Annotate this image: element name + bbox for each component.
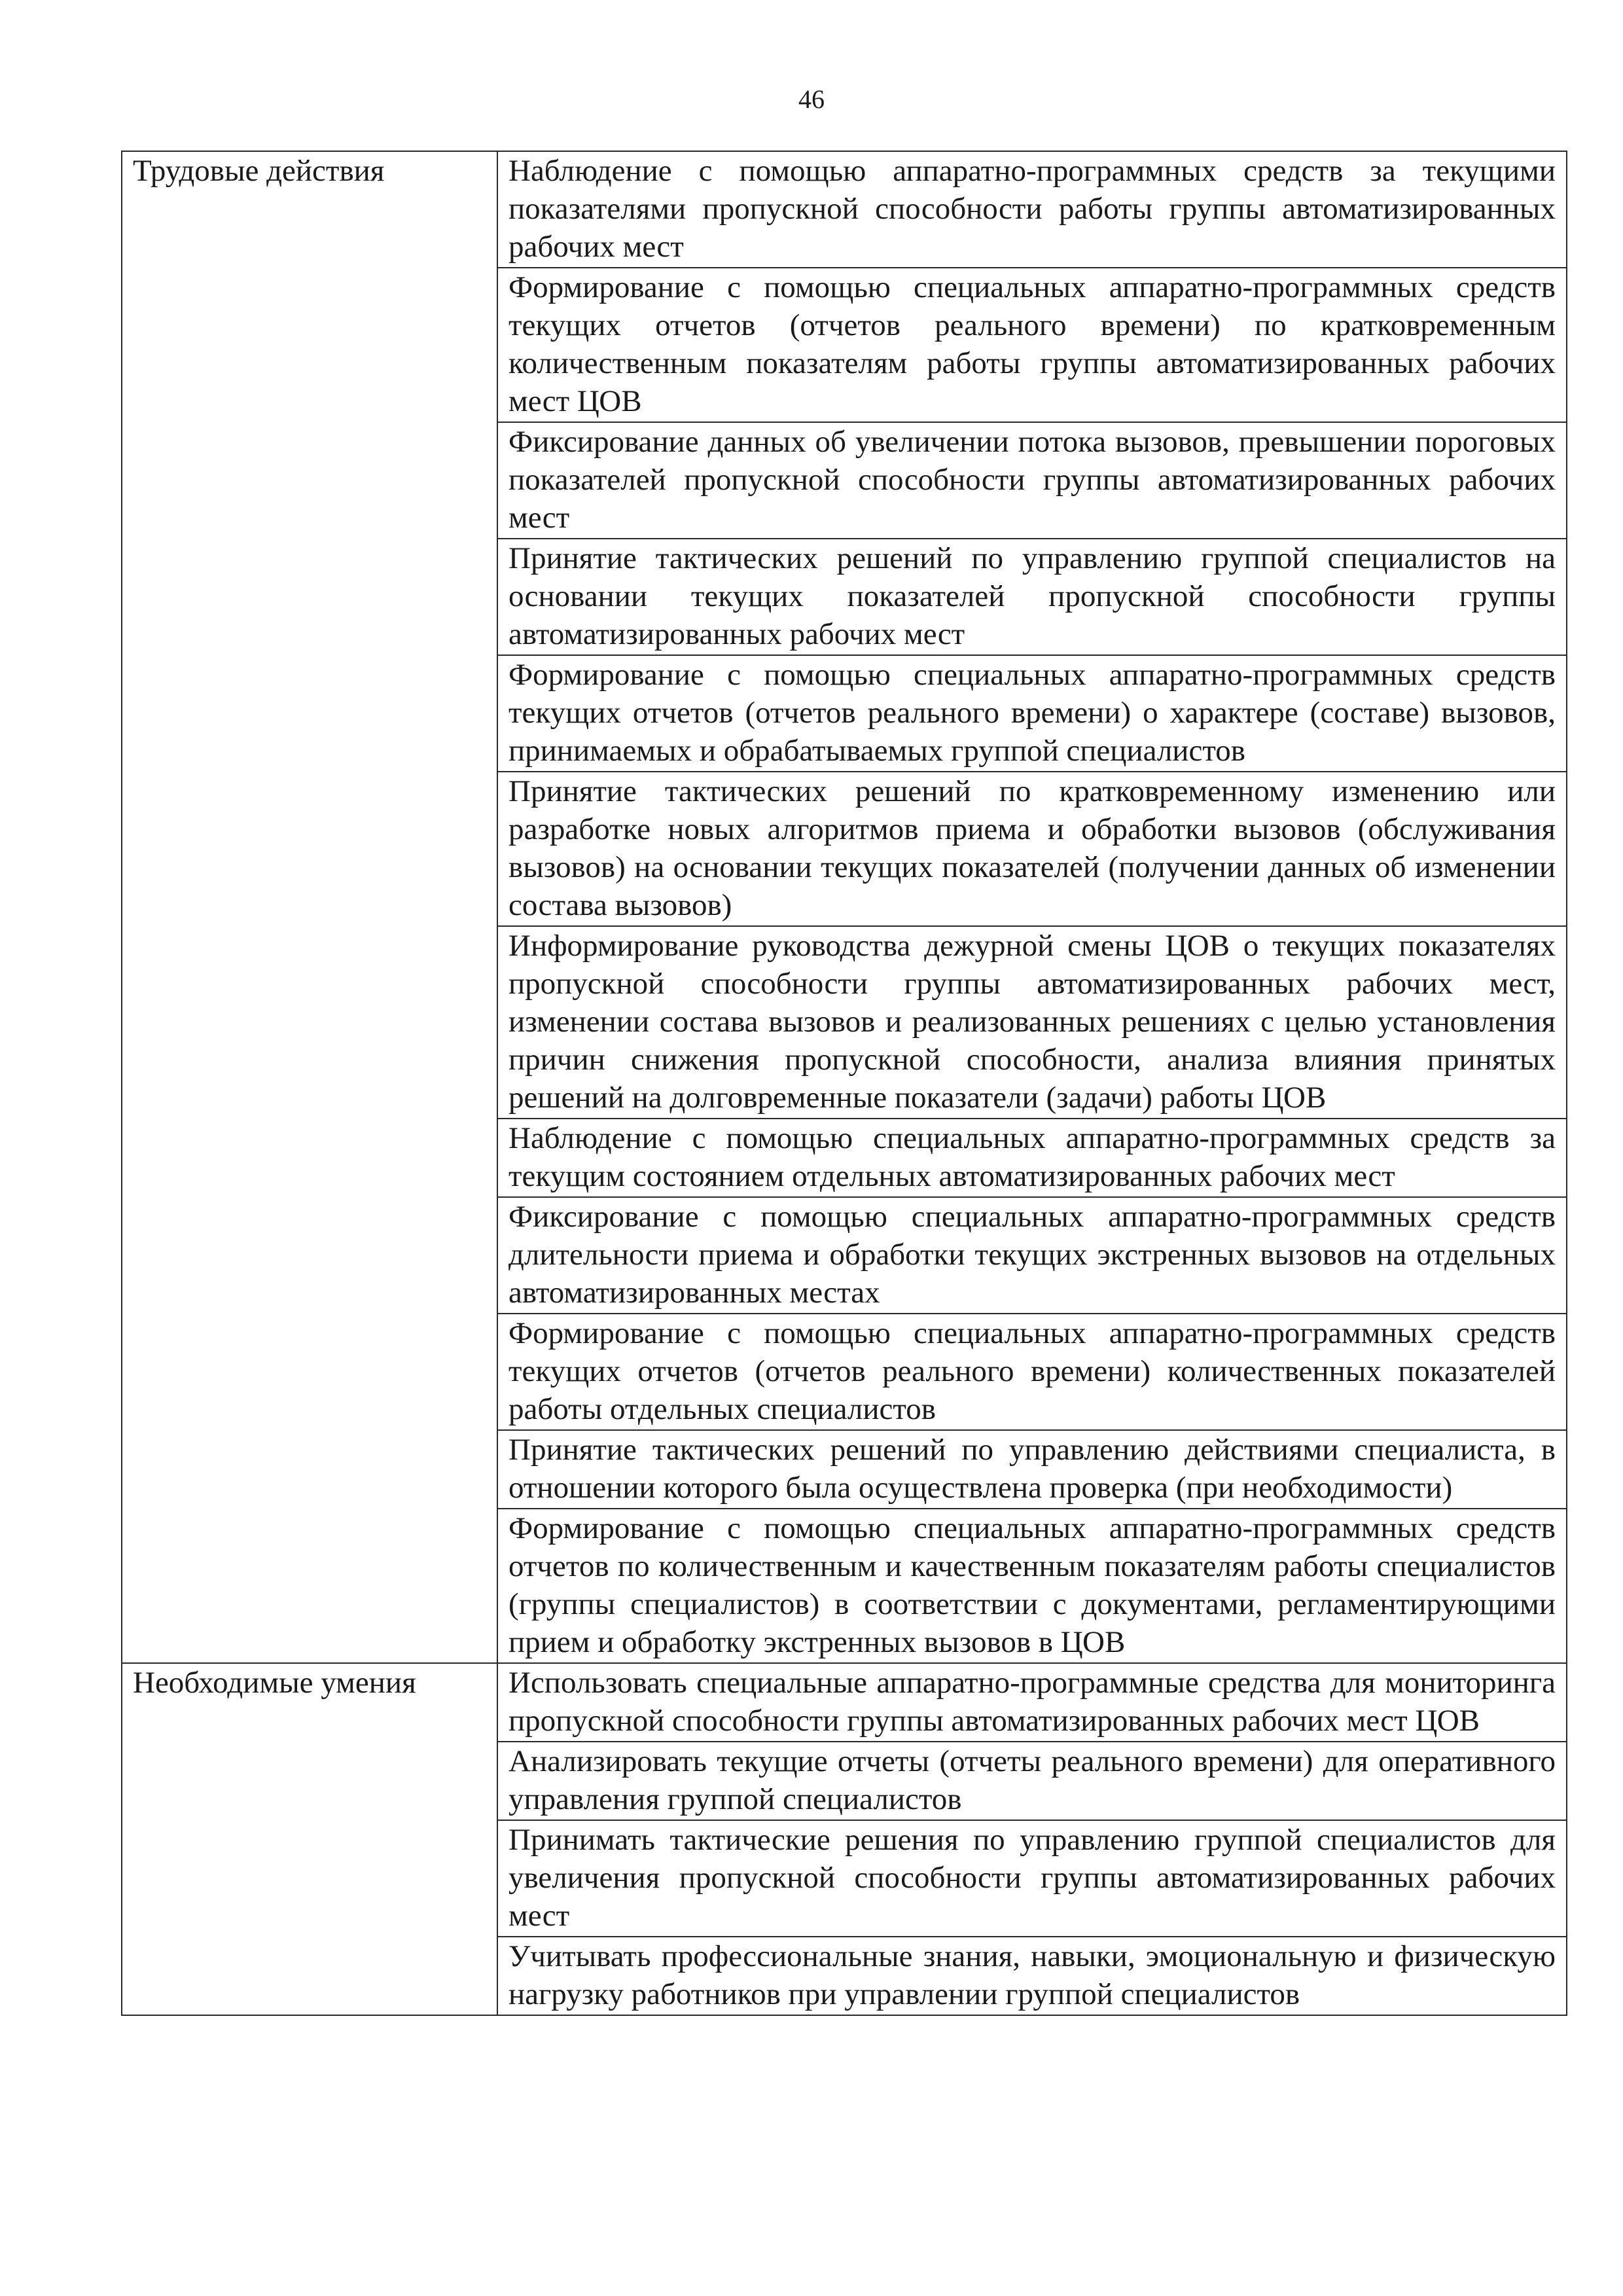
labor-action-item: Принятие тактических решений по управлению действиями специалиста, в отношении которого была осуществлена проверка (при необходимости) bbox=[497, 1430, 1567, 1509]
labor-action-item: Формирование с помощью специальных аппаратно-программных средств отчетов по количественным и качественным показателям работы специалистов (группы специалистов) в соответствии с документами, регламентирующими прием и обработку экстренных вызовов в ЦОВ bbox=[497, 1509, 1567, 1663]
page-number: 46 bbox=[798, 84, 825, 114]
labor-action-item: Информирование руководства дежурной смены ЦОВ о текущих показателях пропускной способности группы автоматизированных рабочих мест, изменении состава вызовов и реализованных решениях с целью установления причин снижения пропускной способности, анализа влияния принятых решений на долговременные показатели (задачи) работы ЦОВ bbox=[497, 926, 1567, 1119]
table-row bbox=[122, 151, 1567, 268]
labor-action-item: Фиксирование с помощью специальных аппаратно-программных средств длительности приема и обработки текущих экстренных вызовов на отдельных автоматизированных местах bbox=[497, 1197, 1567, 1314]
row-label-required-skills: Необходимые умения bbox=[122, 1663, 497, 2015]
labor-action-item: Фиксирование данных об увеличении потока вызовов, превышении пороговых показателей пропускной способности группы автоматизированных рабочих мест bbox=[497, 422, 1567, 539]
required-skill-item: Использовать специальные аппаратно-программные средства для мониторинга пропускной способности группы автоматизированных рабочих мест ЦОВ bbox=[497, 1663, 1567, 1742]
row-label-labor-actions: Трудовые действия bbox=[122, 151, 497, 1663]
labor-action-item: Принятие тактических решений по управлению группой специалистов на основании текущих показателей пропускной способности группы автоматизированных рабочих мест bbox=[497, 539, 1567, 655]
labor-action-item: Наблюдение с помощью аппаратно-программных средств за текущими показателями пропускной способности работы группы автоматизированных рабочих мест bbox=[497, 151, 1567, 268]
required-skill-item: Учитывать профессиональные знания, навыки, эмоциональную и физическую нагрузку работников при управлении группой специалистов bbox=[497, 1937, 1567, 2015]
required-skill-item: Анализировать текущие отчеты (отчеты реального времени) для оперативного управления группой специалистов bbox=[497, 1742, 1567, 1820]
labor-action-item: Наблюдение с помощью специальных аппаратно-программных средств за текущим состоянием отдельных автоматизированных рабочих мест bbox=[497, 1119, 1567, 1197]
labor-action-item: Формирование с помощью специальных аппаратно-программных средств текущих отчетов (отчетов реального времени) количественных показателей работы отдельных специалистов bbox=[497, 1314, 1567, 1430]
labor-action-item: Принятие тактических решений по кратковременному изменению или разработке новых алгоритмов приема и обработки вызовов (обслуживания вызовов) на основании текущих показателей (получении данных об изменении состава вызовов) bbox=[497, 772, 1567, 926]
table-row bbox=[122, 1663, 1567, 1742]
labor-action-item: Формирование с помощью специальных аппаратно-программных средств текущих отчетов (отчетов реального времени) по кратковременным количественным показателям работы группы автоматизированных рабочих мест ЦОВ bbox=[497, 268, 1567, 422]
labor-action-item: Формирование с помощью специальных аппаратно-программных средств текущих отчетов (отчетов реального времени) о характере (составе) вызовов, принимаемых и обрабатываемых группой специалистов bbox=[497, 655, 1567, 772]
required-skill-item: Принимать тактические решения по управлению группой специалистов для увеличения пропускной способности группы автоматизированных рабочих мест bbox=[497, 1820, 1567, 1937]
job-functions-table bbox=[121, 151, 1567, 2016]
